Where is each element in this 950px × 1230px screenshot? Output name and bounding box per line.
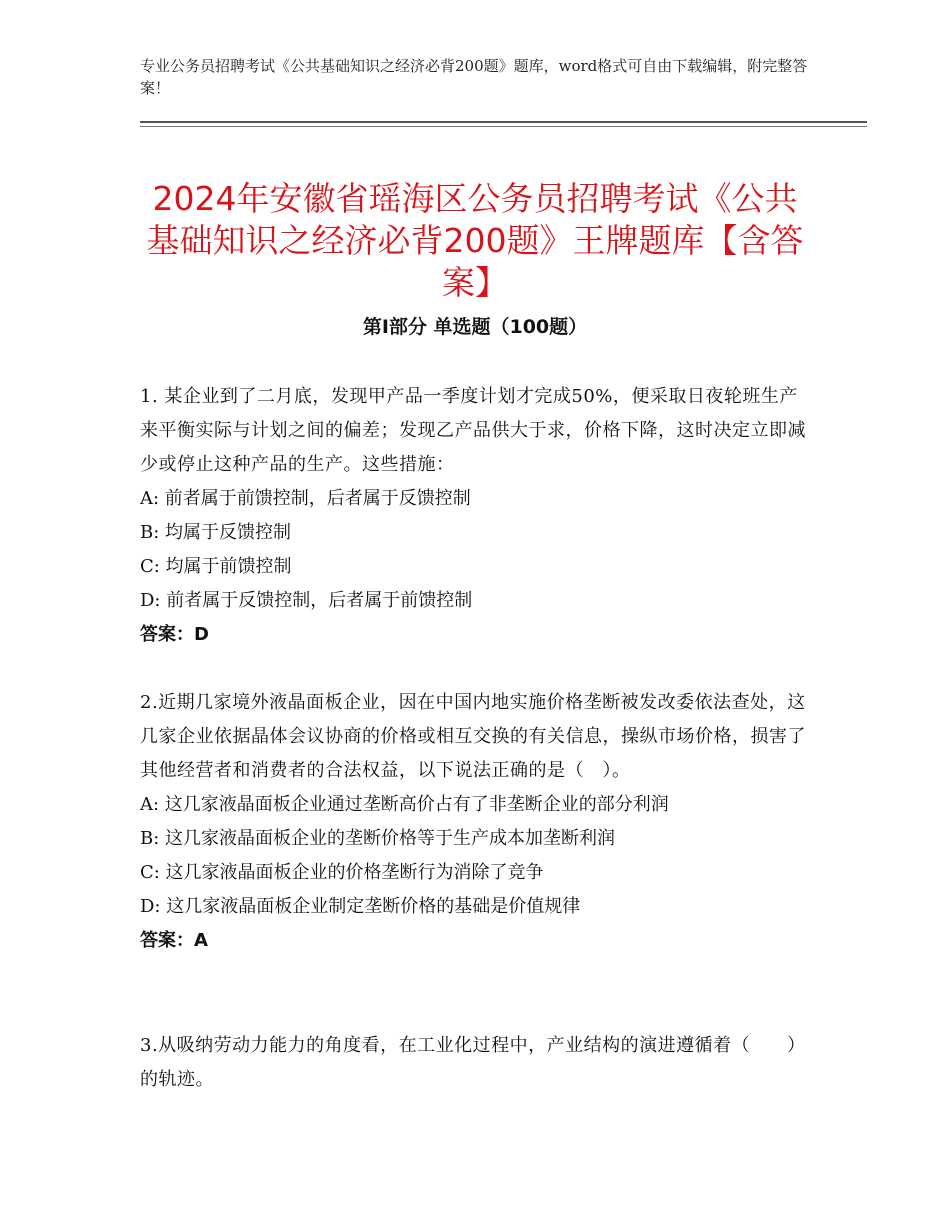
question-stem: 3.从吸纳劳动力能力的角度看，在工业化过程中，产业结构的演进遵循着（ ）的轨迹。 xyxy=(140,1035,806,1090)
option-c: C: 均属于前馈控制 xyxy=(140,556,292,577)
option-b: B: 这几家液晶面板企业的垄断价格等于生产成本加垄断利润 xyxy=(140,828,616,849)
answer: 答案：D xyxy=(140,624,209,645)
option-d: D: 这几家液晶面板企业制定垄断价格的基础是价值规律 xyxy=(140,896,581,917)
question-stem: 2.近期几家境外液晶面板企业，因在中国内地实施价格垄断被发改委依法查处，这几家企业依据晶体会议协商的价格或相互交换的有关信息，操纵市场价格，损害了其他经营者和消费者的合法权益，以下说法正确的是（ ）。 xyxy=(140,692,806,781)
section-title: 第Ⅰ部分 单选题（100题） xyxy=(362,316,588,338)
question-3 xyxy=(140,1029,810,1097)
option-a: A: 前者属于前馈控制，后者属于反馈控制 xyxy=(140,488,471,509)
question-stem: 1. 某企业到了二月底，发现甲产品一季度计划才完成50%，便采取日夜轮班生产来平衡实际与计划之间的偏差；发现乙产品供大于求，价格下降，这时决定立即减少或停止这种产品的生产。这些措施： xyxy=(140,386,806,475)
option-c: C: 这几家液晶面板企业的价格垄断行为消除了竞争 xyxy=(140,862,544,883)
question-1 xyxy=(140,380,810,652)
option-b: B: 均属于反馈控制 xyxy=(140,522,292,543)
option-d: D: 前者属于反馈控制，后者属于前馈控制 xyxy=(140,590,473,611)
answer: 答案：A xyxy=(140,930,208,951)
header-divider-thick xyxy=(140,121,867,123)
document-title: 2024年安徽省瑶海区公务员招聘考试《公共基础知识之经济必背200题》王牌题库【含答案】 xyxy=(146,179,804,303)
option-a: A: 这几家液晶面板企业通过垄断高价占有了非垄断企业的部分利润 xyxy=(140,794,669,815)
header-note: 专业公务员招聘考试《公共基础知识之经济必背200题》题库，word格式可自由下载编辑，附完整答案！ xyxy=(140,57,808,97)
header-divider-thin xyxy=(140,126,867,127)
question-2 xyxy=(140,686,810,958)
